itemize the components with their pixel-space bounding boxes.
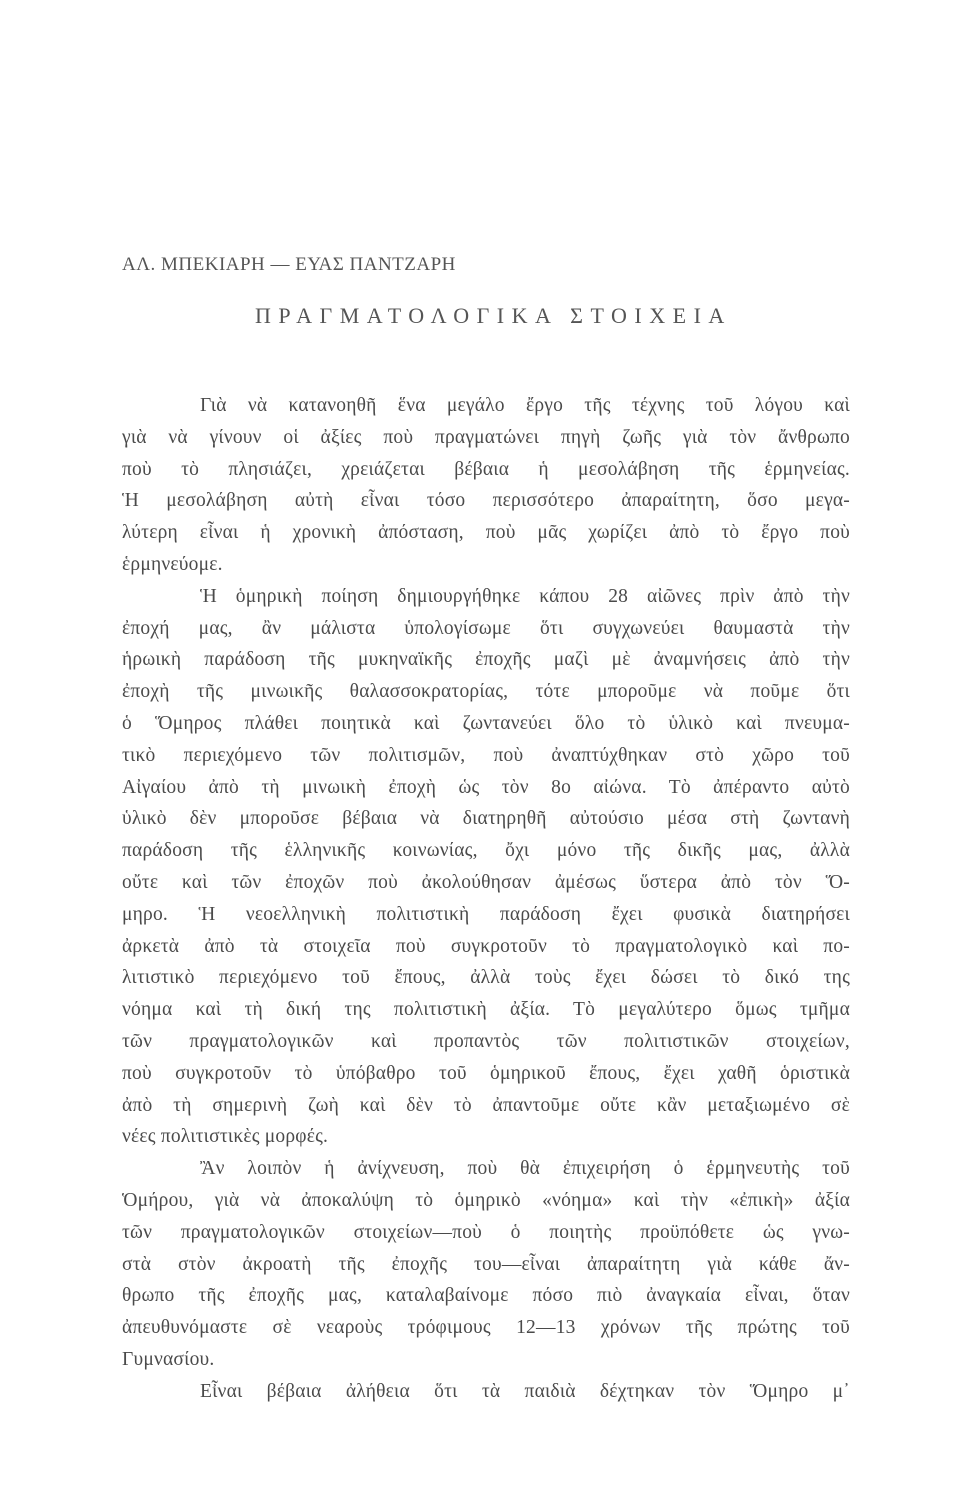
text-line: τικὸ περιεχόμενο τῶν πολιτισμῶν, ποὺ ἀναπτύχθηκαν στὸ χῶρο τοῦ xyxy=(122,744,850,766)
authors-heading: ΑΛ. ΜΠΕΚΙΑΡΗ — ΕΥΑΣ ΠΑΝΤΖΑΡΗ xyxy=(122,254,456,275)
text-line: τῶν πραγματολογικῶν καὶ προπαντὸς τῶν πολιτιστικῶν στοιχείων, xyxy=(122,1030,850,1052)
text-line: μηρο. Ἡ νεοελληνικὴ πολιτιστικὴ παράδοση ἔχει φυσικὰ διατηρήσει xyxy=(122,903,850,925)
text-line: ποὺ συγκροτοῦν τὸ ὑπόβαθρο τοῦ ὁμηρικοῦ ἔπους, ἔχει χαθῆ ὁριστικὰ xyxy=(122,1062,850,1084)
text-line: ποὺ τὸ πλησιάζει, χρειάζεται βέβαια ἡ μεσολάβηση τῆς ἑρμηνείας. xyxy=(122,458,850,480)
text-line: ἐποχή μας, ἂν μάλιστα ὑπολογίσωμε ὅτι συγχωνεύει θαυμαστὰ τὴν xyxy=(122,617,850,639)
text-line: Ἂν λοιπὸν ἡ ἀνίχνευση, ποὺ θὰ ἐπιχειρήση ὁ ἑρμηνευτὴς τοῦ xyxy=(200,1158,850,1180)
text-line: ὁ Ὅμηρος πλάθει ποιητικὰ καὶ ζωντανεύει ὅλο τὸ ὑλικὸ καὶ πνευμα- xyxy=(122,712,850,734)
text-line: στὰ στὸν ἀκροατὴ τῆς ἐποχῆς του—εἶναι ἀπαραίτητη γιὰ κάθε ἄν- xyxy=(122,1253,850,1275)
text-line: Αἰγαίου ἀπὸ τὴ μινωικὴ ἐποχὴ ὡς τὸν 8ο αἰώνα. Τὸ ἀπέραντο αὐτὸ xyxy=(122,776,850,798)
article-title: ΠΡΑΓΜΑΤΟΛΟΓΙΚΑ ΣΤΟΙΧΕΙΑ xyxy=(255,303,732,328)
text-line: Ἡ μεσολάβηση αὐτὴ εἶναι τόσο περισσότερο ἀπαραίτητη, ὅσο μεγα- xyxy=(122,490,850,512)
text-line: παράδοση τῆς ἑλληνικῆς κοινωνίας, ὄχι μόνο τῆς δικῆς μας, ἀλλὰ xyxy=(122,840,850,862)
text-line: ἀπευθυνόμαστε σὲ νεαροὺς τρόφιμους 12—13 χρόνων τῆς πρώτης τοῦ xyxy=(122,1317,850,1339)
text-line: θρωπο τῆς ἐποχῆς μας, καταλαβαίνομε πόσο πιὸ ἀναγκαία εἶναι, ὅταν xyxy=(122,1285,850,1307)
text-line: ἀρκετὰ ἀπὸ τὰ στοιχεῖα ποὺ συγκροτοῦν τὸ πραγματολογικὸ καὶ πο- xyxy=(122,935,850,957)
text-line: νέες πολιτιστικὲς μορφές. xyxy=(122,1126,329,1148)
article-body xyxy=(122,390,850,1408)
text-line: Εἶναι βέβαια ἀλήθεια ὅτι τὰ παιδιὰ δέχτηκαν τὸν Ὅμηρο μ᾽ xyxy=(200,1380,850,1402)
text-line: λιτιστικὸ περιεχόμενο τοῦ ἔπους, ἀλλὰ τοὺς ἔχει δώσει τὸ δικό της xyxy=(122,967,850,989)
text-line: ἑρμηνεύομε. xyxy=(122,553,223,575)
text-line: ὑλικὸ δὲν μποροῦσε βέβαια νὰ διατηρηθῆ αὐτούσιο μέσα στὴ ζωντανὴ xyxy=(122,808,850,830)
text-line: ἀπὸ τὴ σημερινὴ ζωὴ καὶ δὲν τὸ ἀπαντοῦμε οὔτε κἂν μεταξιωμένο σὲ xyxy=(122,1094,850,1116)
text-line: λύτερη εἶναι ἡ χρονικὴ ἀπόσταση, ποὺ μᾶς χωρίζει ἀπὸ τὸ ἔργο ποὺ xyxy=(122,522,850,544)
text-line: οὔτε καὶ τῶν ἐποχῶν ποὺ ἀκολούθησαν ἀμέσως ὕστερα ἀπὸ τὸν Ὅ- xyxy=(122,871,850,893)
text-line: νόημα καὶ τὴ δική της πολιτιστικὴ ἀξία. Τὸ μεγαλύτερο ὅμως τμῆμα xyxy=(122,999,850,1021)
text-line: Γυμνασίου. xyxy=(122,1348,215,1370)
text-line: τῶν πραγματολογικῶν στοιχείων—ποὺ ὁ ποιητὴς προϋπόθετε ὡς γνω- xyxy=(122,1221,850,1243)
text-line: Ἡ ὁμηρικὴ ποίηση δημιουργήθηκε κάπου 28 αἰῶνες πρὶν ἀπὸ τὴν xyxy=(200,585,850,607)
text-line: γιὰ νὰ γίνουν οἱ ἀξίες ποὺ πραγματώνει πηγὴ ζωῆς γιὰ τὸν ἄνθρωπο xyxy=(122,426,850,448)
text-line: Ὁμήρου, γιὰ νὰ ἀποκαλύψη τὸ ὁμηρικὸ «νόημα» καὶ τὴν «ἐπικὴ» ἀξία xyxy=(122,1189,850,1211)
text-line: ἐποχὴ τῆς μινωικῆς θαλασσοκρατορίας, τότε μποροῦμε νὰ ποῦμε ὅτι xyxy=(122,681,850,703)
text-line: ἡρωικὴ παράδοση τῆς μυκηναϊκῆς ἐποχῆς μαζὶ μὲ ἀναμνήσεις ἀπὸ τὴν xyxy=(122,649,850,671)
text-line: Γιὰ νὰ κατανοηθῆ ἕνα μεγάλο ἔργο τῆς τέχνης τοῦ λόγου καὶ xyxy=(200,395,850,416)
